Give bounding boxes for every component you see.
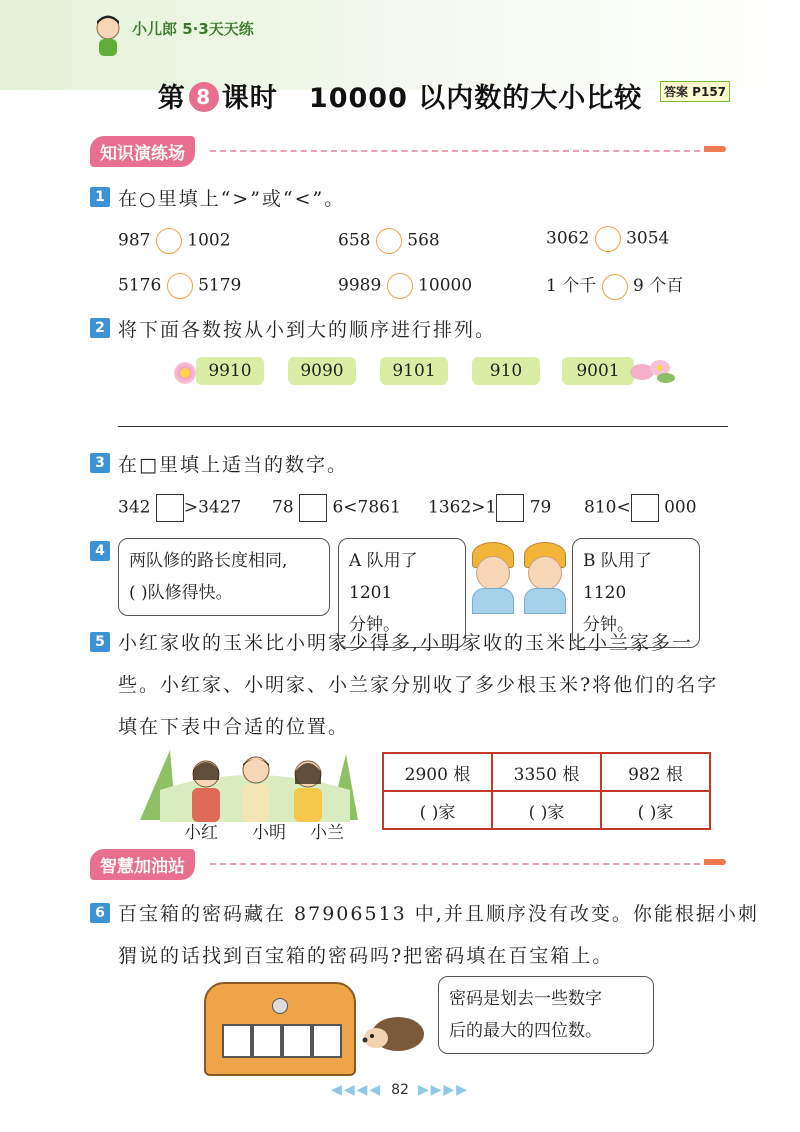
q1-item: 987 1002 bbox=[118, 228, 231, 254]
name-label: 小明 bbox=[252, 823, 286, 843]
table-header: 2900 根 bbox=[383, 753, 492, 791]
name-label: 小兰 bbox=[310, 823, 344, 843]
speech-bubble: 密码是划去一些数字 后的最大的四位数。 bbox=[438, 976, 654, 1054]
corn-field-illustration bbox=[140, 750, 366, 822]
arrows-left-icon: ◀◀◀◀ bbox=[331, 1082, 383, 1098]
answer-box[interactable] bbox=[156, 494, 184, 522]
question-number: 1 bbox=[90, 187, 110, 207]
q3-item: 78 6<7861 bbox=[272, 494, 401, 522]
section-divider bbox=[210, 150, 700, 152]
question-number: 6 bbox=[90, 903, 110, 923]
answer-table bbox=[382, 752, 711, 830]
arrows-right-icon: ▶▶▶▶ bbox=[417, 1082, 469, 1098]
q3-item: 342 >3427 bbox=[118, 494, 241, 522]
answer-circle[interactable] bbox=[376, 228, 402, 254]
table-answer-cell[interactable]: ( )家 bbox=[492, 791, 601, 829]
speech-bubble: A 队用了 1201 分钟。 bbox=[338, 538, 466, 648]
number-chip: 9090 bbox=[288, 357, 356, 385]
question-number: 3 bbox=[90, 453, 110, 473]
number-chip: 910 bbox=[472, 357, 540, 385]
q3-instruction: 在□里填上适当的数字。 bbox=[118, 454, 348, 476]
answer-circle[interactable] bbox=[602, 274, 628, 300]
password-digit-box[interactable] bbox=[282, 1024, 312, 1058]
page-title: 第 8 课时 10000 以内数的大小比较 bbox=[157, 83, 643, 114]
answer-line[interactable] bbox=[118, 426, 728, 427]
q5-text-line: 小红家收的玉米比小明家少得多,小明家收的玉米比小兰家多一 bbox=[118, 632, 694, 654]
pencil-icon bbox=[704, 859, 726, 865]
q3-item: 1362>1 79 bbox=[428, 494, 551, 522]
treasure-chest-illustration bbox=[204, 982, 356, 1076]
q3-item: 810< 000 bbox=[584, 494, 697, 522]
q5-text-line: 些。小红家、小明家、小兰家分别收了多少根玉米?将他们的名字 bbox=[118, 674, 719, 696]
q5-text-line: 填在下表中合适的位置。 bbox=[118, 716, 350, 738]
answer-box[interactable] bbox=[631, 494, 659, 522]
password-digit-box[interactable] bbox=[312, 1024, 342, 1058]
brand-title: 小儿郎 5·3天天练 bbox=[132, 20, 254, 38]
mascot-logo bbox=[90, 14, 126, 58]
answer-box[interactable] bbox=[496, 494, 524, 522]
question-number: 2 bbox=[90, 318, 110, 338]
q1-item: 658 568 bbox=[338, 228, 440, 254]
hedgehog-illustration bbox=[362, 1008, 426, 1056]
q1-instruction: 在○里填上“>”或“<”。 bbox=[118, 188, 346, 210]
number-chip: 9001 bbox=[562, 357, 634, 385]
q1-item: 1 个千 9 个百 bbox=[546, 271, 683, 300]
flower-icon bbox=[174, 362, 196, 384]
pencil-icon bbox=[704, 146, 726, 152]
speech-bubble: B 队用了 1120 分钟。 bbox=[572, 538, 700, 648]
section-label-challenge: 智慧加油站 bbox=[90, 849, 195, 880]
question-number: 4 bbox=[90, 541, 110, 561]
password-digit-box[interactable] bbox=[222, 1024, 252, 1058]
flower-cluster-icon bbox=[628, 356, 676, 388]
name-label: 小红 bbox=[184, 823, 218, 843]
section-label-practice: 知识演练场 bbox=[90, 136, 195, 167]
table-header: 3350 根 bbox=[492, 753, 601, 791]
answer-circle[interactable] bbox=[167, 273, 193, 299]
q1-item: 3062 3054 bbox=[546, 226, 669, 252]
answer-circle[interactable] bbox=[156, 228, 182, 254]
table-answer-cell[interactable]: ( )家 bbox=[601, 791, 710, 829]
answer-box[interactable] bbox=[299, 494, 327, 522]
q2-instruction: 将下面各数按从小到大的顺序进行排列。 bbox=[118, 319, 497, 341]
page-footer bbox=[0, 1082, 800, 1098]
answer-circle[interactable] bbox=[387, 273, 413, 299]
answer-circle[interactable] bbox=[595, 226, 621, 252]
q6-text-line: 百宝箱的密码藏在 87906513 中,并且顺序没有改变。你能根据小刺 bbox=[118, 903, 759, 925]
lock-icon bbox=[272, 998, 288, 1014]
answer-tag: 答案 P157 bbox=[660, 81, 730, 102]
q1-item: 5176 5179 bbox=[118, 273, 241, 299]
q1-item: 9989 10000 bbox=[338, 273, 472, 299]
table-header: 982 根 bbox=[601, 753, 710, 791]
speech-bubble: 两队修的路长度相同, ( )队修得快。 bbox=[118, 538, 330, 616]
section-divider bbox=[210, 863, 700, 865]
number-chip: 9910 bbox=[196, 357, 264, 385]
q6-text-line: 猬说的话找到百宝箱的密码吗?把密码填在百宝箱上。 bbox=[118, 945, 614, 967]
password-digit-box[interactable] bbox=[252, 1024, 282, 1058]
question-number: 5 bbox=[90, 632, 110, 652]
number-chip: 9101 bbox=[380, 357, 448, 385]
lesson-badge: 8 bbox=[189, 82, 219, 112]
page-number: 82 bbox=[391, 1082, 409, 1098]
workers-illustration bbox=[466, 540, 572, 612]
table-answer-cell[interactable]: ( )家 bbox=[383, 791, 492, 829]
